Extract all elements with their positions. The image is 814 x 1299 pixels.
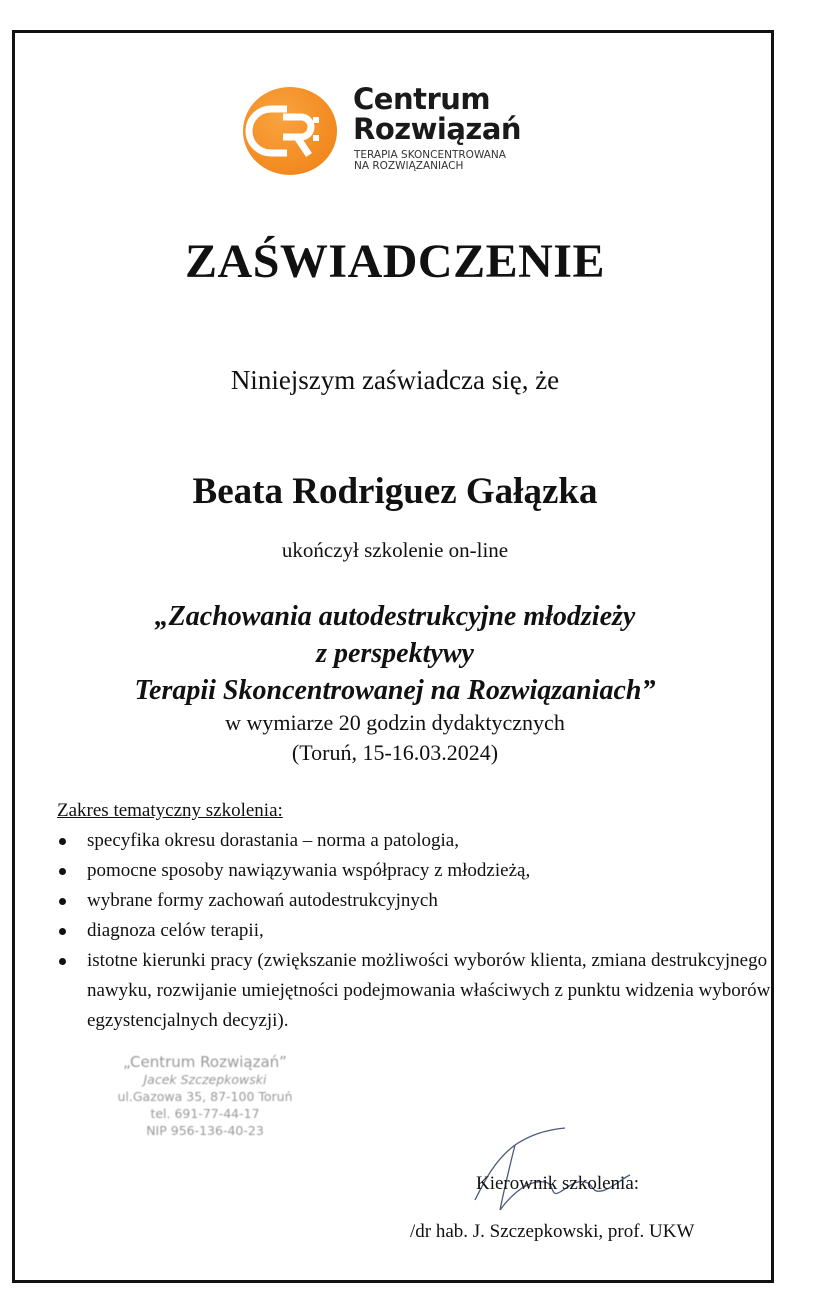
logo-tagline-line2: NA ROZWIĄZANIACH <box>354 160 464 172</box>
list-item: diagnoza celów terapii, <box>57 916 777 946</box>
scope-list <box>57 826 777 1036</box>
scope-section <box>57 796 777 1036</box>
stamp-line4: tel. 691-77-44-17 <box>150 1106 260 1121</box>
course-details <box>0 708 790 768</box>
stamp-line5: NIP 956-136-40-23 <box>146 1123 264 1138</box>
scope-heading: Zakres tematyczny szkolenia: <box>57 800 283 821</box>
participant-name: Beata Rodriguez Gałązka <box>192 471 598 512</box>
list-item: specyfika okresu dorastania – norma a patologia, <box>57 826 777 856</box>
signature-label: Kierownik szkolenia: <box>476 1173 640 1194</box>
course-title-line1: „Zachowania autodestrukcyjne młodzieży <box>154 601 636 632</box>
intro-text: Niniejszym zaświadcza się, że <box>230 365 560 395</box>
stamp-line1: „Centrum Rozwiązań” <box>123 1053 287 1071</box>
list-item: istotne kierunki pracy (zwiększanie możliwości wyborów klienta, zmiana destrukcyjnego nawyku, rozwijanie umiejętności podejmowania właściwych z punktu widzenia wyborów egzystencjalnych decyzji). <box>57 946 777 1036</box>
course-title <box>0 598 790 709</box>
stamp-line3: ul.Gazowa 35, 87-100 Toruń <box>117 1089 293 1104</box>
hours-text: w wymiarze 20 godzin dydaktycznych <box>225 710 565 735</box>
stamp-line2: Jacek Szczepkowski <box>143 1072 267 1087</box>
company-stamp <box>90 1054 320 1139</box>
course-title-line2: z perspektywy <box>316 638 474 669</box>
logo-name-line1: Centrum <box>353 82 491 116</box>
list-item: pomocne sposoby nawiązywania współpracy z młodzieżą, <box>57 856 777 886</box>
logo-tagline-line1: TERAPIA SKONCENTROWANA <box>354 149 506 161</box>
logo-name-line2: Rozwiązań <box>353 112 522 146</box>
logo-cr-icon <box>243 87 337 175</box>
completed-text: ukończył szkolenie on-line <box>281 538 509 562</box>
handwritten-signature <box>455 1120 635 1215</box>
place-date: (Toruń, 15-16.03.2024) <box>291 740 499 765</box>
logo <box>243 82 573 176</box>
signatory-name: /dr hab. J. Szczepkowski, prof. UKW <box>410 1221 695 1242</box>
course-title-line3: Terapii Skoncentrowanej na Rozwiązaniach” <box>134 675 656 706</box>
list-item: wybrane formy zachowań autodestrukcyjnych <box>57 886 777 916</box>
certificate-title: ZAŚWIADCZENIE <box>185 235 605 288</box>
